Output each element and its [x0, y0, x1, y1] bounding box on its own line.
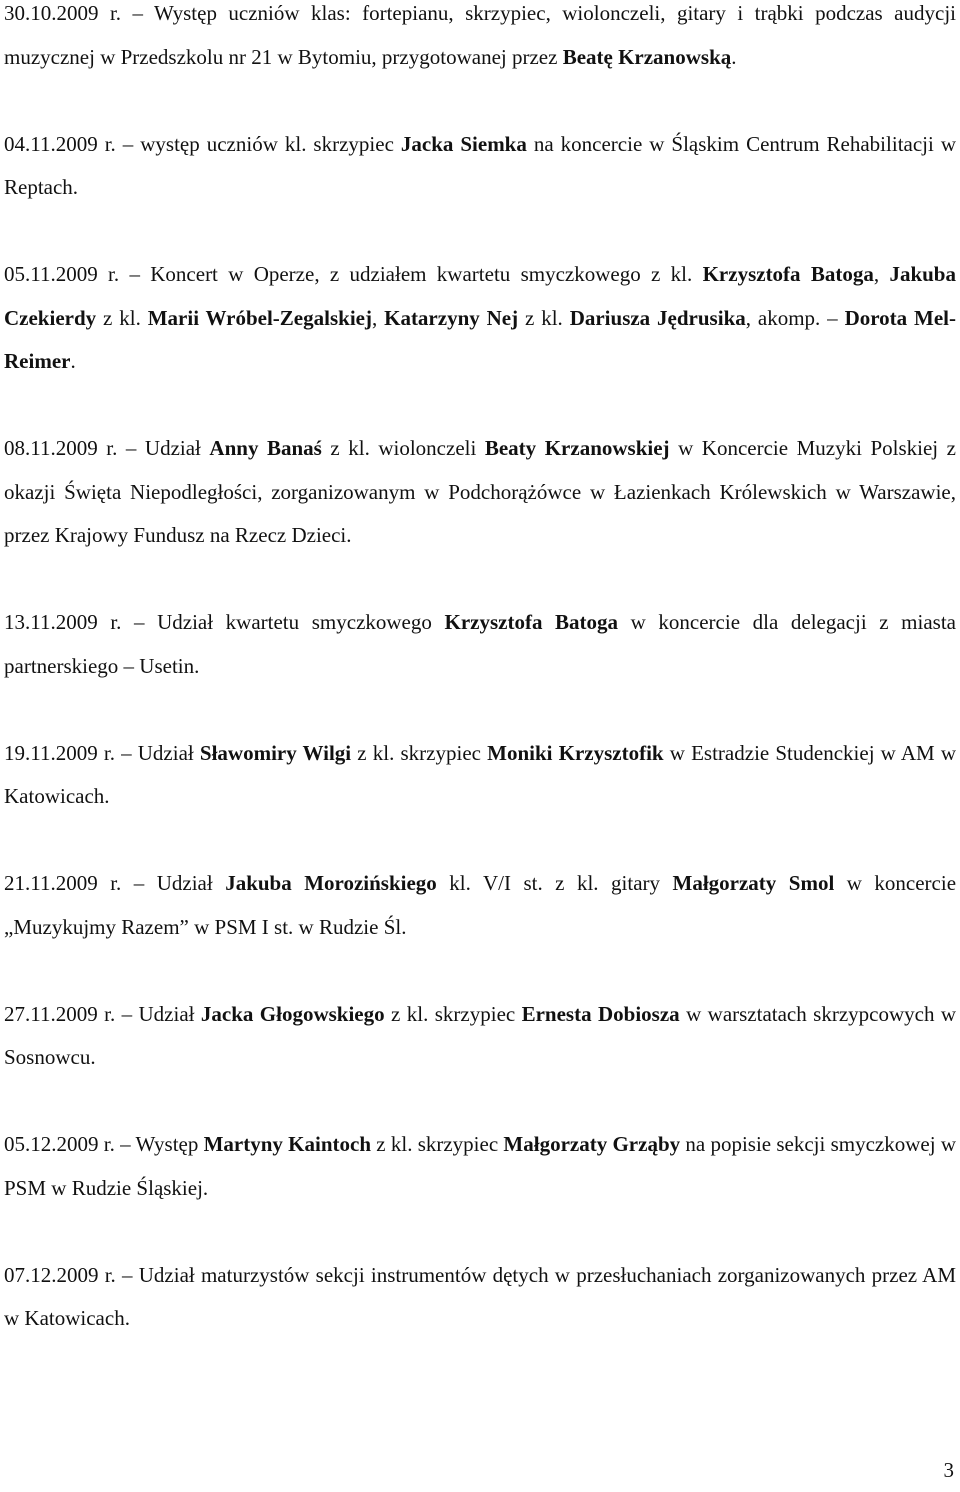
- entry-text: kl. V/I st. z kl. gitary: [436, 871, 673, 895]
- person-name: Anny Banaś: [209, 436, 322, 460]
- event-entry: [4, 601, 956, 688]
- person-name: Dariusza Jędrusika: [569, 305, 746, 330]
- entry-text: 19.11.2009 r. – Udział: [4, 740, 200, 765]
- entry-text: , akomp. –: [745, 305, 845, 330]
- document-page: [4, 0, 956, 1384]
- entry-text: z kl. skrzypiec: [351, 740, 488, 765]
- entry-text: ,: [873, 262, 890, 286]
- entry-text: 30.10.2009 r. – Występ uczniów klas: fortepianu, skrzypiec, wiolonczeli, gitary i trąbki podczas audycji muzycznej w Przedszkolu nr 21 w Bytomiu, przygotowanej przez: [4, 1, 956, 69]
- event-entry: [4, 862, 956, 949]
- event-entry: [4, 1254, 956, 1341]
- event-entry: [4, 732, 956, 819]
- entry-text: z kl.: [518, 305, 570, 330]
- entry-text: w koncercie „Muzykujmy Razem” w PSM I st. w Rudzie Śl.: [4, 871, 957, 939]
- entry-text: w warsztatach skrzypcowych w Sosnowcu.: [4, 1001, 957, 1069]
- entry-text: .: [70, 349, 76, 373]
- person-name: Moniki Krzysztofik: [487, 740, 664, 765]
- entry-text: 04.11.2009 r. – występ uczniów kl. skrzypiec: [4, 131, 401, 156]
- person-name: Jakuba Morozińskiego: [225, 871, 437, 895]
- entry-text: 05.11.2009 r. – Koncert w Operze, z udziałem kwartetu smyczkowego z kl.: [4, 262, 703, 286]
- person-name: Beatę Krzanowską: [562, 44, 732, 69]
- person-name: Dorota Mel-Reimer: [4, 305, 957, 373]
- entry-text: z kl.: [96, 305, 148, 330]
- entry-text: w koncercie dla delegacji z miasta partnerskiego – Usetin.: [4, 610, 956, 678]
- event-entry: [4, 1123, 956, 1210]
- person-name: Beaty Krzanowskiej: [484, 436, 670, 460]
- person-name: Krzysztofa Batoga: [444, 610, 619, 634]
- entry-text: w Estradzie Studenckiej w AM w Katowicach.: [4, 740, 957, 808]
- person-name: Jacka Głogowskiego: [200, 1001, 385, 1026]
- person-name: Krzysztofa Batoga: [702, 262, 874, 286]
- person-name: Małgorzaty Smol: [672, 871, 835, 895]
- entry-text: z kl. skrzypiec: [384, 1001, 522, 1026]
- person-name: Marii Wróbel-Zegalskiej: [147, 305, 372, 330]
- entry-text: 07.12.2009 r. – Udział maturzystów sekcji instrumentów dętych w przesłuchaniach zorganizowanych przez AM w Katowicach.: [4, 1262, 956, 1330]
- entry-text: w Koncercie Muzyki Polskiej z okazji Święta Niepodległości, zorganizowanym w Podchorążówce w Łazienkach Królewskich w Warszawie, przez Krajowy Fundusz na Rzecz Dzieci.: [4, 436, 956, 547]
- person-name: Martyny Kaintoch: [203, 1132, 372, 1156]
- event-entry: [4, 993, 956, 1080]
- person-name: Katarzyny Nej: [384, 305, 519, 330]
- entry-text: 08.11.2009 r. – Udział: [4, 436, 210, 460]
- entry-text: na popisie sekcji smyczkowej w PSM w Rudzie Śląskiej.: [4, 1132, 956, 1200]
- entry-text: z kl. wiolonczeli: [321, 436, 485, 460]
- event-entry: [4, 253, 956, 384]
- person-name: Ernesta Dobiosza: [521, 1001, 680, 1026]
- event-entry: [4, 0, 956, 79]
- entry-text: 13.11.2009 r. – Udział kwartetu smyczkowego: [4, 610, 445, 634]
- person-name: Małgorzaty Grząby: [503, 1132, 681, 1156]
- person-name: Jacka Siemka: [400, 131, 527, 156]
- entry-text: z kl. skrzypiec: [371, 1132, 504, 1156]
- entry-text: 05.12.2009 r. – Występ: [4, 1132, 204, 1156]
- event-entry: [4, 123, 956, 210]
- person-name: Sławomiry Wilgi: [199, 740, 352, 765]
- entry-text: 27.11.2009 r. – Udział: [4, 1001, 201, 1026]
- entry-text: .: [731, 44, 737, 69]
- event-list: [4, 0, 956, 1341]
- person-name: Jakuba Czekierdy: [4, 262, 956, 330]
- entry-text: 21.11.2009 r. – Udział: [4, 871, 226, 895]
- page-number: 3: [943, 1458, 954, 1482]
- entry-text: ,: [371, 305, 385, 330]
- event-entry: [4, 427, 956, 558]
- entry-text: na koncercie w Śląskim Centrum Rehabilitacji w Reptach.: [4, 131, 956, 199]
